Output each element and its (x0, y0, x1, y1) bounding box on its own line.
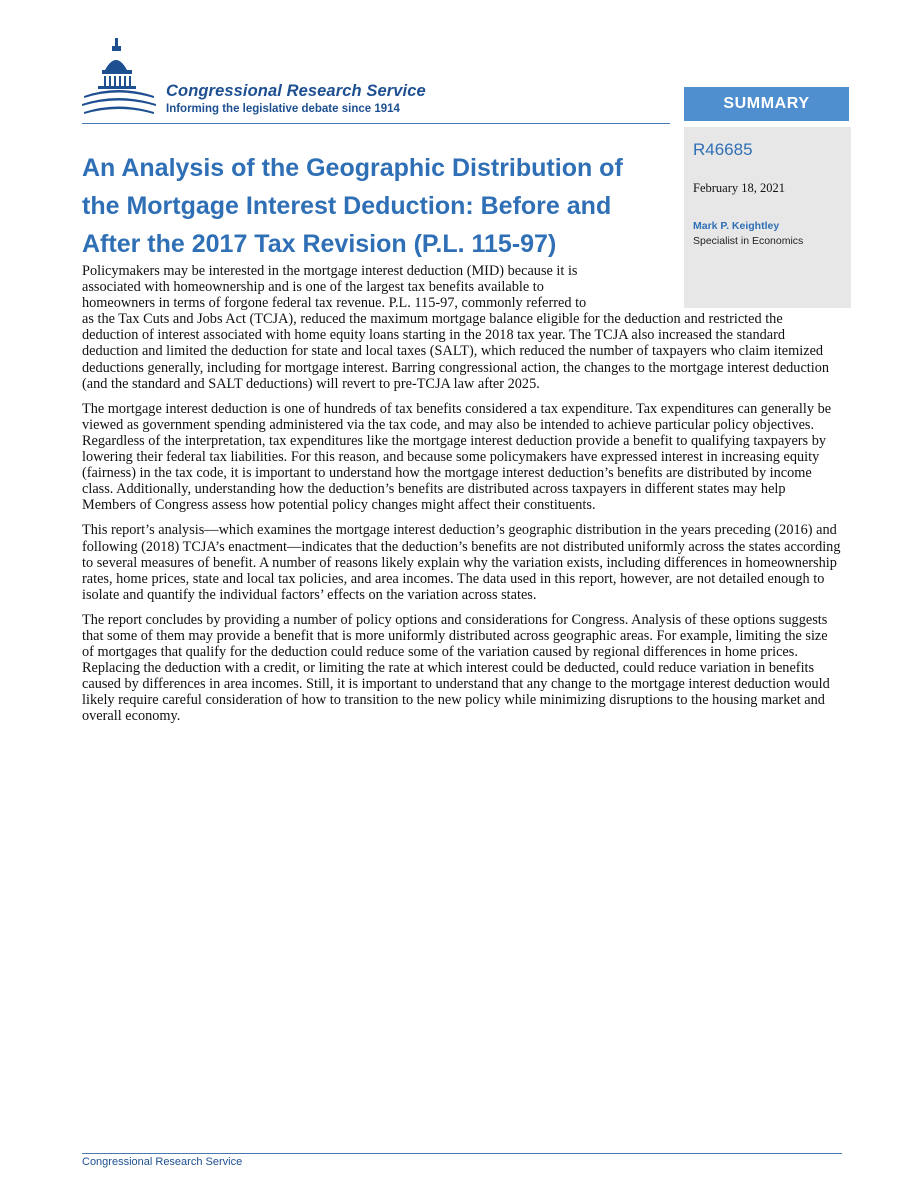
title-line: An Analysis of the Geographic Distribution of (82, 154, 623, 182)
footer-org-name: Congressional Research Service (82, 1156, 243, 1168)
author-title: Specialist in Economics (693, 235, 804, 247)
header-divider (82, 123, 670, 124)
paragraph-line: associated with homeownership and is one of the largest tax benefits available to (82, 279, 544, 296)
summary-paragraph: The mortgage interest deduction is one of hundreds of tax benefits considered a tax expenditure. Tax expenditures can generally be viewed as government spending administered via the tax code, and may also be intended to achieve particular policy objectives. Regardless of the interpretation, tax expenditures like the mortgage interest deduction provide a benefit to qualifying taxpayers by lowering their federal tax liabilities. For this reason, and because some policymakers have expressed interest in increasing equity (fairness) in the tax code, it is important to understand how the mortgage interest deduction’s benefits are distributed by income class. Additionally, understanding how the deduction’s benefits are distributed across taxpayers in different states may help Members of Congress assess how potential policy changes might affect their constituents. (82, 400, 832, 514)
summary-tab: SUMMARY (684, 87, 849, 121)
summary-paragraph: The report concludes by providing a number of policy options and considerations for Congress. Analysis of these options suggests that some of them may provide a benefit that is more uniformly distributed across geographic areas. For example, limiting the size of mortgages that qualify for the deduction could reduce some of the variation caused by regional differences in home prices. Replacing the deduction with a credit, or limiting the rate at which interest could be deducted, could reduce variation in benefits caused by differences in area incomes. Still, it is important to understand that any change to the mortgage interest deduction would likely require careful consideration of how to transition to the new policy while minimizing disruptions to the housing market and overall economy. (82, 611, 830, 725)
report-number: R46685 (693, 140, 753, 159)
paragraph-line: homeowners in terms of forgone federal tax revenue. P.L. 115-97, commonly referred to (82, 295, 587, 312)
title-line: After the 2017 Tax Revision (P.L. 115-97) (82, 230, 557, 258)
summary-paragraph (82, 263, 842, 392)
summary-body (82, 263, 842, 734)
crs-capitol-dome-logo (80, 36, 156, 120)
org-tagline: Informing the legislative debate since 1914 (166, 103, 400, 115)
paragraph-line: Policymakers may be interested in the mortgage interest deduction (MID) because it is (82, 263, 578, 279)
org-name: Congressional Research Service (166, 82, 426, 100)
report-title (82, 149, 682, 263)
footer-divider (82, 1153, 842, 1154)
author-name: Mark P. Keightley (693, 220, 780, 232)
summary-paragraph: This report’s analysis—which examines the mortgage interest deduction’s geographic distribution in the years preceding (2016) and following (2018) TCJA’s enactment—indicates that the deduction’s benefits are not distributed uniformly across the states according to several measures of benefit. A number of reasons likely explain why the variation exists, including differences in homeownership rates, home prices, state and local tax policies, and area incomes. The data used in this report, however, are not detailed enough to isolate and quantify the individual factors’ effects on the variation across states. (82, 522, 841, 603)
report-date: February 18, 2021 (693, 181, 785, 195)
paragraph-continuation: as the Tax Cuts and Jobs Act (TCJA), reduced the maximum mortgage balance eligible for the deduction and restricted the deduction of interest associated with home equity loans starting in the 2018 tax year. The TCJA also increased the standard deduction and limited the deduction for state and local taxes (SALT), which reduced the number of taxpayers who claim itemized deductions generally, including for mortgage interest. Barring congressional action, the changes to the mortgage interest deduction (and the standard and SALT deductions) will revert to pre-TCJA law after 2025. (82, 311, 830, 392)
title-line: the Mortgage Interest Deduction: Before and (82, 192, 612, 220)
